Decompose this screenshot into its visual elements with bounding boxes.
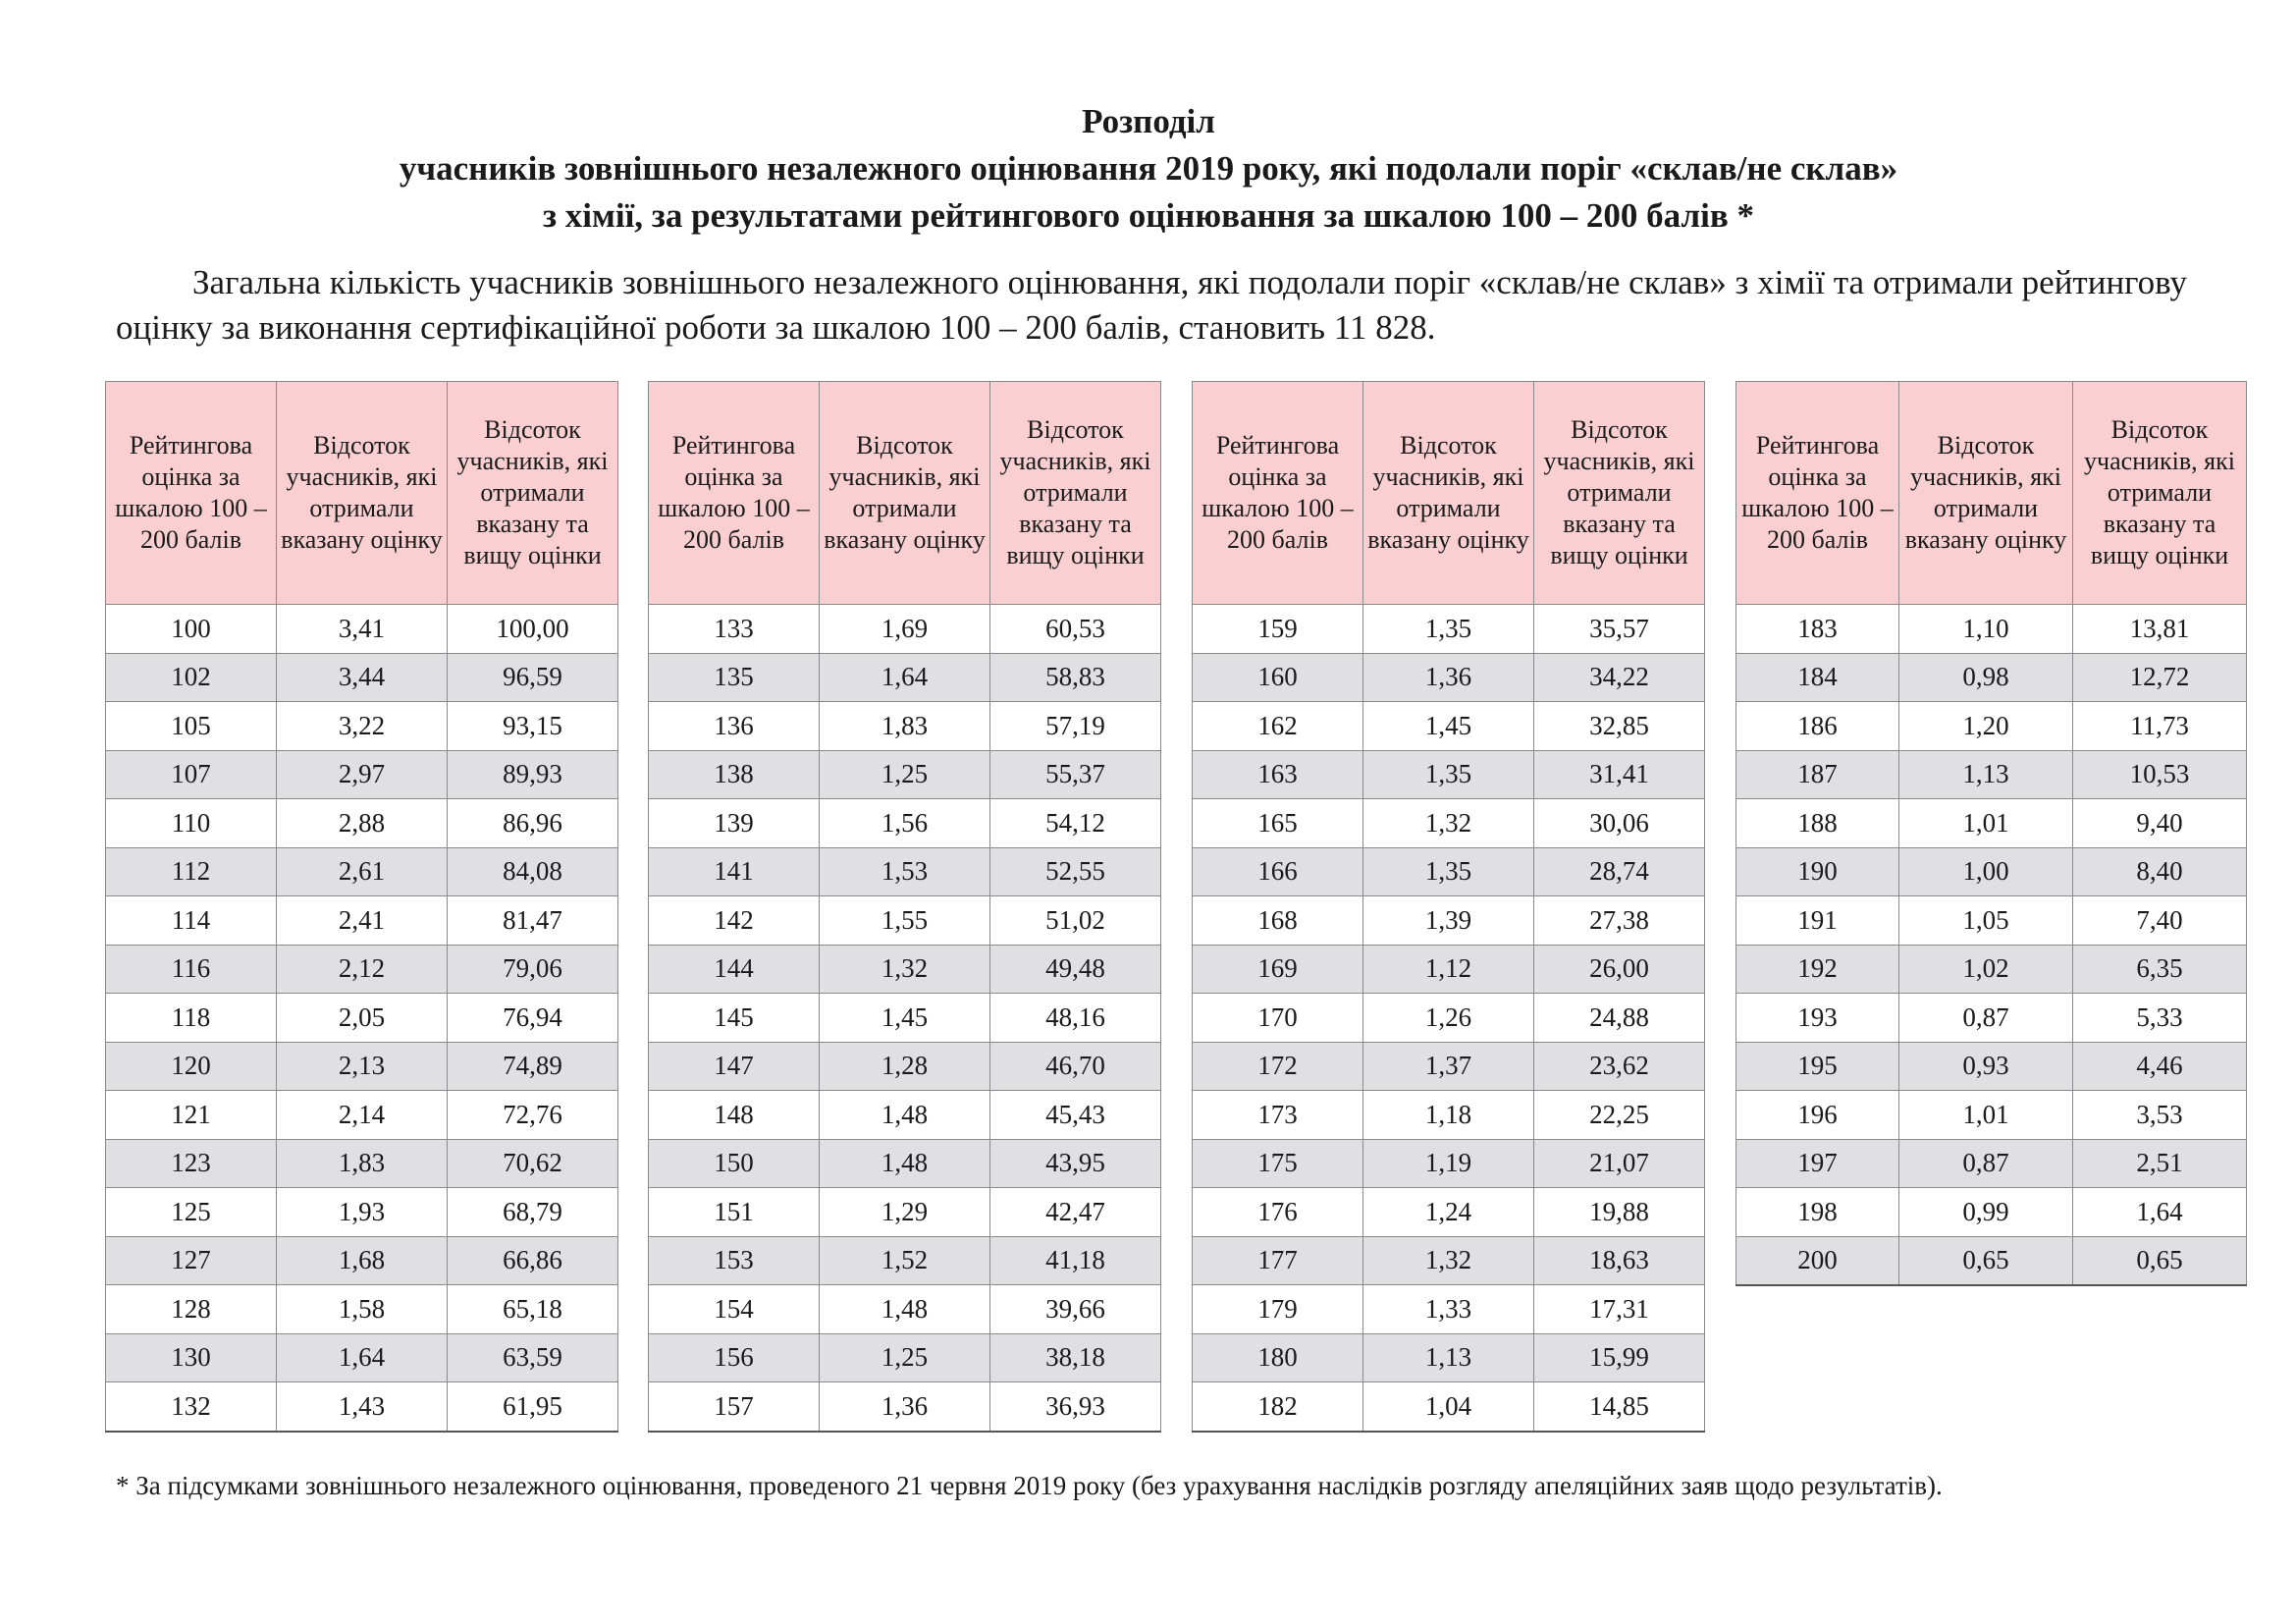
score-cell: 195 xyxy=(1736,1042,1899,1091)
cumulative-percent-cell: 1,64 xyxy=(2073,1188,2247,1237)
percent-cell: 2,41 xyxy=(277,896,448,946)
score-cell: 125 xyxy=(106,1188,277,1237)
cumulative-percent-cell: 26,00 xyxy=(1534,945,1705,994)
score-cell: 151 xyxy=(649,1188,820,1237)
cumulative-percent-cell: 2,51 xyxy=(2073,1139,2247,1188)
cumulative-percent-cell: 96,59 xyxy=(448,653,618,702)
score-cell: 162 xyxy=(1193,702,1363,751)
distribution-table-4 xyxy=(1735,381,2247,1286)
table-row xyxy=(649,605,1161,654)
table-row xyxy=(1193,896,1705,946)
cumulative-percent-cell: 38,18 xyxy=(990,1333,1161,1382)
percent-cell: 1,56 xyxy=(820,799,990,848)
intro-paragraph xyxy=(116,260,2187,351)
distribution-table-1 xyxy=(105,381,618,1433)
table-row xyxy=(649,1285,1161,1334)
score-cell: 132 xyxy=(106,1382,277,1432)
cumulative-percent-cell: 23,62 xyxy=(1534,1042,1705,1091)
percent-cell: 1,13 xyxy=(1899,750,2073,799)
cumulative-percent-cell: 18,63 xyxy=(1534,1236,1705,1285)
cumulative-percent-cell: 70,62 xyxy=(448,1139,618,1188)
percent-cell: 1,12 xyxy=(1363,945,1534,994)
cumulative-percent-cell: 76,94 xyxy=(448,994,618,1043)
score-cell: 157 xyxy=(649,1382,820,1432)
score-cell: 123 xyxy=(106,1139,277,1188)
cumulative-percent-cell: 24,88 xyxy=(1534,994,1705,1043)
percent-cell: 0,98 xyxy=(1899,653,2073,702)
percent-cell: 1,69 xyxy=(820,605,990,654)
score-cell: 135 xyxy=(649,653,820,702)
score-cell: 118 xyxy=(106,994,277,1043)
table-row xyxy=(649,1382,1161,1432)
table-row xyxy=(1193,702,1705,751)
table-row xyxy=(1736,799,2247,848)
table-row xyxy=(1193,1285,1705,1334)
percent-cell: 1,48 xyxy=(820,1091,990,1140)
cumulative-percent-cell: 34,22 xyxy=(1534,653,1705,702)
percent-cell: 1,35 xyxy=(1363,605,1534,654)
cumulative-percent-cell: 7,40 xyxy=(2073,896,2247,946)
score-cell: 184 xyxy=(1736,653,1899,702)
table-row xyxy=(1736,750,2247,799)
percent-cell: 1,29 xyxy=(820,1188,990,1237)
score-cell: 187 xyxy=(1736,750,1899,799)
percent-cell: 1,45 xyxy=(820,994,990,1043)
table-row xyxy=(1193,750,1705,799)
table-row xyxy=(1193,1091,1705,1140)
header-score: Рейтингова оцінка за шкалою 100 – 200 балів xyxy=(649,382,820,605)
cumulative-percent-cell: 63,59 xyxy=(448,1333,618,1382)
header-score: Рейтингова оцінка за шкалою 100 – 200 балів xyxy=(1193,382,1363,605)
cumulative-percent-cell: 0,65 xyxy=(2073,1236,2247,1285)
score-cell: 114 xyxy=(106,896,277,946)
distribution-table-3 xyxy=(1192,381,1705,1433)
cumulative-percent-cell: 14,85 xyxy=(1534,1382,1705,1432)
score-cell: 197 xyxy=(1736,1139,1899,1188)
cumulative-percent-cell: 17,31 xyxy=(1534,1285,1705,1334)
cumulative-percent-cell: 93,15 xyxy=(448,702,618,751)
table-row xyxy=(1736,945,2247,994)
percent-cell: 1,02 xyxy=(1899,945,2073,994)
percent-cell: 1,37 xyxy=(1363,1042,1534,1091)
percent-cell: 1,05 xyxy=(1899,896,2073,946)
score-cell: 142 xyxy=(649,896,820,946)
percent-cell: 1,36 xyxy=(820,1382,990,1432)
percent-cell: 1,25 xyxy=(820,1333,990,1382)
percent-cell: 0,93 xyxy=(1899,1042,2073,1091)
percent-cell: 3,44 xyxy=(277,653,448,702)
score-cell: 159 xyxy=(1193,605,1363,654)
score-cell: 136 xyxy=(649,702,820,751)
title-line-3: з хімії, за результатами рейтингового оцінювання за шкалою 100 – 200 балів * xyxy=(542,196,1754,235)
table-row xyxy=(1193,605,1705,654)
percent-cell: 0,99 xyxy=(1899,1188,2073,1237)
cumulative-percent-cell: 41,18 xyxy=(990,1236,1161,1285)
intro-text: Загальна кількість учасників зовнішнього незалежного оцінювання, які подолали поріг «склав/не склав» з хімії та отримали рейтингову оцінку за виконання сертифікаційної роботи за шкалою 100 – 200 балів, становить 11 828. xyxy=(116,263,2187,347)
table-row xyxy=(106,1188,618,1237)
table-row xyxy=(1193,1042,1705,1091)
score-cell: 160 xyxy=(1193,653,1363,702)
cumulative-percent-cell: 9,40 xyxy=(2073,799,2247,848)
table-row xyxy=(106,653,618,702)
score-cell: 154 xyxy=(649,1285,820,1334)
table-row xyxy=(649,945,1161,994)
table-row xyxy=(106,994,618,1043)
percent-cell: 2,14 xyxy=(277,1091,448,1140)
cumulative-percent-cell: 39,66 xyxy=(990,1285,1161,1334)
percent-cell: 1,24 xyxy=(1363,1188,1534,1237)
score-cell: 112 xyxy=(106,847,277,896)
score-cell: 102 xyxy=(106,653,277,702)
cumulative-percent-cell: 66,86 xyxy=(448,1236,618,1285)
table-row xyxy=(106,1139,618,1188)
cumulative-percent-cell: 35,57 xyxy=(1534,605,1705,654)
cumulative-percent-cell: 54,12 xyxy=(990,799,1161,848)
percent-cell: 1,01 xyxy=(1899,1091,2073,1140)
table-row xyxy=(649,799,1161,848)
percent-cell: 1,55 xyxy=(820,896,990,946)
table-row xyxy=(1736,994,2247,1043)
cumulative-percent-cell: 84,08 xyxy=(448,847,618,896)
score-cell: 180 xyxy=(1193,1333,1363,1382)
cumulative-percent-cell: 42,47 xyxy=(990,1188,1161,1237)
percent-cell: 1,32 xyxy=(1363,1236,1534,1285)
cumulative-percent-cell: 5,33 xyxy=(2073,994,2247,1043)
table-row xyxy=(1193,994,1705,1043)
table-row xyxy=(649,1091,1161,1140)
cumulative-percent-cell: 100,00 xyxy=(448,605,618,654)
percent-cell: 2,88 xyxy=(277,799,448,848)
percent-cell: 0,65 xyxy=(1899,1236,2073,1285)
table-row xyxy=(649,1333,1161,1382)
cumulative-percent-cell: 11,73 xyxy=(2073,702,2247,751)
table-row xyxy=(1736,896,2247,946)
title-line-2: учасників зовнішнього незалежного оцінювання 2019 року, які подолали поріг «склав/не склав» xyxy=(399,149,1898,188)
cumulative-percent-cell: 3,53 xyxy=(2073,1091,2247,1140)
cumulative-percent-cell: 43,95 xyxy=(990,1139,1161,1188)
percent-cell: 1,48 xyxy=(820,1139,990,1188)
score-cell: 153 xyxy=(649,1236,820,1285)
percent-cell: 1,45 xyxy=(1363,702,1534,751)
score-cell: 200 xyxy=(1736,1236,1899,1285)
table-row xyxy=(649,1236,1161,1285)
percent-cell: 2,12 xyxy=(277,945,448,994)
score-cell: 144 xyxy=(649,945,820,994)
table-row xyxy=(106,945,618,994)
score-cell: 107 xyxy=(106,750,277,799)
cumulative-percent-cell: 27,38 xyxy=(1534,896,1705,946)
table-row xyxy=(649,1188,1161,1237)
score-cell: 186 xyxy=(1736,702,1899,751)
table-row xyxy=(106,799,618,848)
percent-cell: 1,48 xyxy=(820,1285,990,1334)
title-line-1: Розподіл xyxy=(1082,102,1215,140)
table-row xyxy=(106,1333,618,1382)
table-row xyxy=(1736,1188,2247,1237)
header-pct: Відсоток учасників, які отримали вказану оцінку xyxy=(1363,382,1534,605)
cumulative-percent-cell: 46,70 xyxy=(990,1042,1161,1091)
header-cum: Відсоток учасників, які отримали вказану та вищу оцінки xyxy=(1534,382,1705,605)
score-cell: 188 xyxy=(1736,799,1899,848)
cumulative-percent-cell: 30,06 xyxy=(1534,799,1705,848)
score-cell: 128 xyxy=(106,1285,277,1334)
score-cell: 148 xyxy=(649,1091,820,1140)
table-row xyxy=(106,1236,618,1285)
table-row xyxy=(1736,1091,2247,1140)
score-cell: 127 xyxy=(106,1236,277,1285)
percent-cell: 1,83 xyxy=(277,1139,448,1188)
score-cell: 190 xyxy=(1736,847,1899,896)
cumulative-percent-cell: 36,93 xyxy=(990,1382,1161,1432)
cumulative-percent-cell: 8,40 xyxy=(2073,847,2247,896)
cumulative-percent-cell: 55,37 xyxy=(990,750,1161,799)
header-cum: Відсоток учасників, які отримали вказану та вищу оцінки xyxy=(2073,382,2247,605)
percent-cell: 1,18 xyxy=(1363,1091,1534,1140)
table-row xyxy=(1193,847,1705,896)
cumulative-percent-cell: 58,83 xyxy=(990,653,1161,702)
score-cell: 150 xyxy=(649,1139,820,1188)
cumulative-percent-cell: 68,79 xyxy=(448,1188,618,1237)
percent-cell: 3,41 xyxy=(277,605,448,654)
table-row xyxy=(106,896,618,946)
cumulative-percent-cell: 10,53 xyxy=(2073,750,2247,799)
percent-cell: 1,43 xyxy=(277,1382,448,1432)
cumulative-percent-cell: 6,35 xyxy=(2073,945,2247,994)
percent-cell: 1,35 xyxy=(1363,847,1534,896)
percent-cell: 1,68 xyxy=(277,1236,448,1285)
cumulative-percent-cell: 49,48 xyxy=(990,945,1161,994)
table-row xyxy=(106,1382,618,1432)
score-cell: 133 xyxy=(649,605,820,654)
score-cell: 173 xyxy=(1193,1091,1363,1140)
score-cell: 196 xyxy=(1736,1091,1899,1140)
header-score: Рейтингова оцінка за шкалою 100 – 200 балів xyxy=(1736,382,1899,605)
score-cell: 170 xyxy=(1193,994,1363,1043)
score-cell: 177 xyxy=(1193,1236,1363,1285)
percent-cell: 1,53 xyxy=(820,847,990,896)
score-cell: 130 xyxy=(106,1333,277,1382)
percent-cell: 1,25 xyxy=(820,750,990,799)
score-cell: 100 xyxy=(106,605,277,654)
cumulative-percent-cell: 28,74 xyxy=(1534,847,1705,896)
table-row xyxy=(1736,653,2247,702)
cumulative-percent-cell: 86,96 xyxy=(448,799,618,848)
table-row xyxy=(649,847,1161,896)
footnote: * За підсумками зовнішнього незалежного оцінювання, проведеного 21 червня 2019 року (без урахування наслідків розгляду апеляційних заяв щодо результатів). xyxy=(116,1471,1943,1500)
score-cell: 182 xyxy=(1193,1382,1363,1432)
table-row xyxy=(1193,1333,1705,1382)
score-cell: 105 xyxy=(106,702,277,751)
percent-cell: 1,01 xyxy=(1899,799,2073,848)
score-cell: 176 xyxy=(1193,1188,1363,1237)
score-cell: 179 xyxy=(1193,1285,1363,1334)
score-cell: 138 xyxy=(649,750,820,799)
cumulative-percent-cell: 21,07 xyxy=(1534,1139,1705,1188)
score-cell: 165 xyxy=(1193,799,1363,848)
cumulative-percent-cell: 74,89 xyxy=(448,1042,618,1091)
score-cell: 110 xyxy=(106,799,277,848)
percent-cell: 1,39 xyxy=(1363,896,1534,946)
cumulative-percent-cell: 13,81 xyxy=(2073,605,2247,654)
percent-cell: 1,26 xyxy=(1363,994,1534,1043)
cumulative-percent-cell: 61,95 xyxy=(448,1382,618,1432)
cumulative-percent-cell: 72,76 xyxy=(448,1091,618,1140)
header-cum: Відсоток учасників, які отримали вказану та вищу оцінки xyxy=(448,382,618,605)
percent-cell: 1,20 xyxy=(1899,702,2073,751)
table-row xyxy=(1736,1139,2247,1188)
cumulative-percent-cell: 22,25 xyxy=(1534,1091,1705,1140)
cumulative-percent-cell: 15,99 xyxy=(1534,1333,1705,1382)
cumulative-percent-cell: 48,16 xyxy=(990,994,1161,1043)
score-cell: 121 xyxy=(106,1091,277,1140)
cumulative-percent-cell: 45,43 xyxy=(990,1091,1161,1140)
table-row xyxy=(106,1042,618,1091)
cumulative-percent-cell: 52,55 xyxy=(990,847,1161,896)
distribution-table-2 xyxy=(648,381,1161,1433)
table-row xyxy=(106,750,618,799)
score-cell: 168 xyxy=(1193,896,1363,946)
table-row xyxy=(1193,1188,1705,1237)
table-row xyxy=(649,896,1161,946)
cumulative-percent-cell: 60,53 xyxy=(990,605,1161,654)
score-cell: 116 xyxy=(106,945,277,994)
score-cell: 198 xyxy=(1736,1188,1899,1237)
table-row xyxy=(106,847,618,896)
percent-cell: 1,33 xyxy=(1363,1285,1534,1334)
score-cell: 192 xyxy=(1736,945,1899,994)
table-row xyxy=(649,702,1161,751)
cumulative-percent-cell: 12,72 xyxy=(2073,653,2247,702)
percent-cell: 1,28 xyxy=(820,1042,990,1091)
score-cell: 120 xyxy=(106,1042,277,1091)
percent-cell: 1,83 xyxy=(820,702,990,751)
cumulative-percent-cell: 51,02 xyxy=(990,896,1161,946)
table-row xyxy=(649,1139,1161,1188)
document-title xyxy=(147,98,2150,240)
table-row xyxy=(649,750,1161,799)
score-cell: 193 xyxy=(1736,994,1899,1043)
table-row xyxy=(649,994,1161,1043)
table-row xyxy=(1736,702,2247,751)
score-cell: 166 xyxy=(1193,847,1363,896)
percent-cell: 1,32 xyxy=(1363,799,1534,848)
score-cell: 145 xyxy=(649,994,820,1043)
percent-cell: 1,58 xyxy=(277,1285,448,1334)
table-row xyxy=(1736,847,2247,896)
percent-cell: 2,97 xyxy=(277,750,448,799)
cumulative-percent-cell: 4,46 xyxy=(2073,1042,2247,1091)
table-row xyxy=(106,1285,618,1334)
cumulative-percent-cell: 57,19 xyxy=(990,702,1161,751)
score-cell: 141 xyxy=(649,847,820,896)
score-cell: 175 xyxy=(1193,1139,1363,1188)
percent-cell: 1,13 xyxy=(1363,1333,1534,1382)
cumulative-percent-cell: 65,18 xyxy=(448,1285,618,1334)
table-row xyxy=(106,702,618,751)
header-pct: Відсоток учасників, які отримали вказану оцінку xyxy=(1899,382,2073,605)
score-cell: 139 xyxy=(649,799,820,848)
score-cell: 183 xyxy=(1736,605,1899,654)
table-row xyxy=(649,653,1161,702)
cumulative-percent-cell: 79,06 xyxy=(448,945,618,994)
percent-cell: 0,87 xyxy=(1899,1139,2073,1188)
percent-cell: 1,64 xyxy=(820,653,990,702)
table-row xyxy=(1193,799,1705,848)
cumulative-percent-cell: 89,93 xyxy=(448,750,618,799)
header-pct: Відсоток учасників, які отримали вказану оцінку xyxy=(820,382,990,605)
percent-cell: 1,36 xyxy=(1363,653,1534,702)
score-cell: 172 xyxy=(1193,1042,1363,1091)
table-row xyxy=(1193,1139,1705,1188)
table-row xyxy=(1736,1042,2247,1091)
percent-cell: 1,32 xyxy=(820,945,990,994)
percent-cell: 1,10 xyxy=(1899,605,2073,654)
percent-cell: 0,87 xyxy=(1899,994,2073,1043)
percent-cell: 1,93 xyxy=(277,1188,448,1237)
percent-cell: 1,19 xyxy=(1363,1139,1534,1188)
percent-cell: 1,64 xyxy=(277,1333,448,1382)
cumulative-percent-cell: 81,47 xyxy=(448,896,618,946)
percent-cell: 1,04 xyxy=(1363,1382,1534,1432)
score-cell: 163 xyxy=(1193,750,1363,799)
percent-cell: 3,22 xyxy=(277,702,448,751)
table-row xyxy=(1193,1236,1705,1285)
cumulative-percent-cell: 32,85 xyxy=(1534,702,1705,751)
score-cell: 147 xyxy=(649,1042,820,1091)
cumulative-percent-cell: 31,41 xyxy=(1534,750,1705,799)
table-row xyxy=(106,1091,618,1140)
score-cell: 191 xyxy=(1736,896,1899,946)
cumulative-percent-cell: 19,88 xyxy=(1534,1188,1705,1237)
percent-cell: 2,61 xyxy=(277,847,448,896)
table-row xyxy=(106,605,618,654)
table-row xyxy=(1193,945,1705,994)
table-row xyxy=(649,1042,1161,1091)
percent-cell: 1,52 xyxy=(820,1236,990,1285)
header-cum: Відсоток учасників, які отримали вказану та вищу оцінки xyxy=(990,382,1161,605)
score-cell: 169 xyxy=(1193,945,1363,994)
percent-cell: 1,35 xyxy=(1363,750,1534,799)
percent-cell: 2,05 xyxy=(277,994,448,1043)
header-score: Рейтингова оцінка за шкалою 100 – 200 балів xyxy=(106,382,277,605)
percent-cell: 1,00 xyxy=(1899,847,2073,896)
table-row xyxy=(1193,1382,1705,1432)
table-row xyxy=(1736,605,2247,654)
table-row xyxy=(1736,1236,2247,1285)
table-row xyxy=(1193,653,1705,702)
score-cell: 156 xyxy=(649,1333,820,1382)
header-pct: Відсоток учасників, які отримали вказану оцінку xyxy=(277,382,448,605)
percent-cell: 2,13 xyxy=(277,1042,448,1091)
